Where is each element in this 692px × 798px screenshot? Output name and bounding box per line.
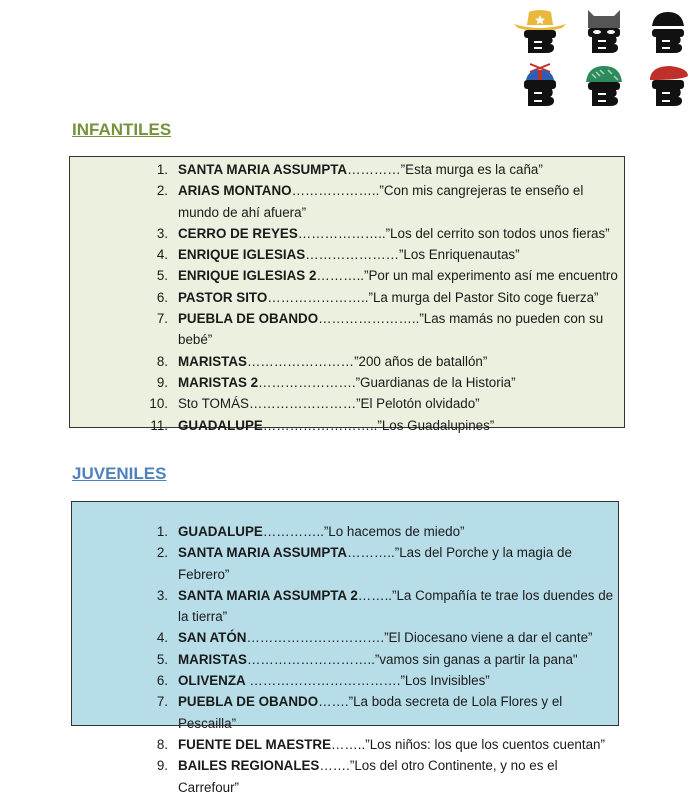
dot-leader: …………………. bbox=[258, 374, 356, 390]
list-item bbox=[127, 649, 618, 670]
infantiles-list bbox=[127, 159, 624, 436]
dot-leader: ………… bbox=[347, 162, 401, 177]
dot-leader: ……………….. bbox=[291, 183, 380, 199]
list-item bbox=[127, 521, 618, 542]
dot-leader: ……….. bbox=[316, 268, 365, 284]
dot-leader: ……………………………. bbox=[245, 673, 401, 689]
dot-leader: ……. bbox=[319, 758, 350, 774]
item-number: 9. bbox=[156, 758, 168, 774]
group-name: MARISTAS 2 bbox=[178, 374, 259, 390]
group-motto: ”Las del Porche y la magia de Febrero” bbox=[178, 545, 572, 582]
group-motto: ”Lo hacemos de miedo” bbox=[323, 524, 465, 539]
item-number: 2. bbox=[156, 183, 168, 199]
dot-leader: ………………….. bbox=[267, 289, 369, 305]
item-number: 11. bbox=[150, 417, 168, 433]
item-number: 4. bbox=[156, 630, 168, 646]
group-motto: ”Con mis cangrejeras te enseño el mundo de ahí afuera” bbox=[178, 183, 584, 220]
logo-grid bbox=[508, 6, 692, 106]
item-number: 8. bbox=[156, 353, 168, 369]
list-item bbox=[127, 734, 618, 755]
dot-leader: ………….. bbox=[262, 524, 324, 539]
list-item bbox=[127, 223, 624, 244]
juveniles-heading: JUVENILES bbox=[72, 464, 167, 483]
group-motto: ”Los Enriquenautas” bbox=[398, 247, 520, 263]
group-motto: ”Las mamás no pueden con su bebé” bbox=[178, 311, 604, 348]
group-name: PUEBLA DE OBANDO bbox=[178, 311, 319, 327]
item-number: 3. bbox=[156, 225, 168, 241]
group-motto: ”La Compañía te trae los duendes de la tierra” bbox=[178, 587, 614, 625]
dot-leader: ……………………….. bbox=[246, 651, 375, 667]
item-number: 10. bbox=[149, 396, 168, 412]
list-item bbox=[127, 351, 624, 372]
item-number: 8. bbox=[156, 736, 168, 752]
group-motto: ”Los Invisibles” bbox=[400, 673, 490, 689]
list-item bbox=[127, 159, 624, 180]
list-item bbox=[127, 244, 624, 265]
group-name: GUADALUPE bbox=[178, 524, 263, 539]
item-number: 6. bbox=[156, 289, 168, 305]
group-motto: ”El Pelotón olvidado” bbox=[356, 396, 480, 412]
list-item bbox=[127, 670, 618, 691]
list-item bbox=[127, 180, 624, 223]
item-number: 2. bbox=[156, 545, 168, 561]
dot-leader: …………………… bbox=[246, 353, 355, 369]
item-number: 1. bbox=[156, 524, 168, 539]
group-name: SAN ATÓN bbox=[178, 630, 247, 646]
batman-mask-b-logo bbox=[574, 6, 634, 54]
list-item bbox=[127, 542, 618, 585]
group-motto: ”200 años de batallón” bbox=[354, 353, 488, 369]
group-name: FUENTE DEL MAESTRE bbox=[178, 736, 332, 752]
item-number: 3. bbox=[156, 587, 168, 603]
dot-leader: ………………….. bbox=[318, 311, 420, 327]
group-motto: ”Esta murga es la caña” bbox=[400, 162, 543, 177]
group-name: SANTA MARIA ASSUMPTA bbox=[178, 545, 348, 561]
group-motto: ”Por un mal experimento así me encuentro bbox=[364, 268, 618, 284]
group-name: ARIAS MONTANO bbox=[178, 183, 292, 199]
army-helmet-b-logo bbox=[574, 60, 634, 108]
group-motto: ”Guardianas de la Historia” bbox=[355, 374, 516, 390]
group-name: SANTA MARIA ASSUMPTA bbox=[178, 162, 348, 177]
list-item bbox=[127, 585, 618, 628]
list-item bbox=[127, 755, 618, 798]
group-name: MARISTAS bbox=[178, 651, 247, 667]
item-number: 4. bbox=[156, 247, 168, 263]
cowboy-hat-b-logo bbox=[510, 6, 570, 54]
black-cap-b-logo bbox=[638, 6, 692, 54]
group-name: ENRIQUE IGLESIAS bbox=[178, 247, 306, 263]
group-name: PUEBLA DE OBANDO bbox=[178, 694, 319, 710]
juveniles-list bbox=[127, 521, 618, 798]
dot-leader: …………………………. bbox=[246, 630, 385, 646]
dot-leader: ………………… bbox=[305, 247, 399, 263]
group-motto: ”La boda secreta de Lola Flores y el Pescailla” bbox=[178, 694, 563, 731]
group-motto: ”Los niños: los que los cuentos cuentan” bbox=[365, 736, 605, 752]
dot-leader: …………………….. bbox=[262, 417, 378, 433]
group-name: CERRO DE REYES bbox=[178, 225, 298, 241]
group-name: ENRIQUE IGLESIAS 2 bbox=[178, 268, 317, 284]
list-item bbox=[127, 415, 624, 436]
infantiles-list-box bbox=[69, 156, 625, 433]
list-item bbox=[127, 308, 624, 351]
group-motto: ”La murga del Pastor Sito coge fuerza” bbox=[368, 289, 599, 305]
dot-leader: ……. bbox=[318, 694, 349, 710]
group-name: OLIVENZA bbox=[178, 673, 246, 689]
infantiles-heading: INFANTILES bbox=[72, 120, 172, 139]
beret-b-logo bbox=[638, 60, 692, 108]
propeller-cap-b-logo bbox=[510, 60, 570, 108]
dot-leader: ……….. bbox=[347, 545, 395, 561]
group-name: Sto TOMÁS bbox=[178, 396, 249, 412]
juveniles-list-box bbox=[71, 501, 619, 795]
item-number: 5. bbox=[156, 651, 168, 667]
dot-leader: ……………….. bbox=[297, 225, 386, 241]
item-number: 7. bbox=[156, 311, 168, 327]
group-motto: ”El Diocesano viene a dar el cante” bbox=[384, 630, 593, 646]
item-number: 9. bbox=[156, 374, 168, 390]
dot-leader: …….. bbox=[331, 736, 366, 752]
group-motto: ”vamos sin ganas a partir la pana" bbox=[374, 651, 578, 667]
list-item bbox=[127, 691, 618, 734]
group-name: SANTA MARIA ASSUMPTA 2 bbox=[178, 587, 358, 603]
list-item bbox=[127, 627, 618, 648]
list-item bbox=[127, 393, 624, 414]
item-number: 1. bbox=[156, 162, 168, 177]
group-motto: ”Los Guadalupines” bbox=[377, 417, 495, 433]
group-name: GUADALUPE bbox=[178, 417, 263, 433]
group-name: MARISTAS bbox=[178, 353, 247, 369]
group-motto: ”Los del cerrito son todos unos fieras” bbox=[385, 225, 610, 241]
dot-leader: …………………… bbox=[248, 396, 357, 412]
list-item bbox=[127, 372, 624, 393]
group-name: PASTOR SITO bbox=[178, 289, 268, 305]
item-number: 5. bbox=[156, 268, 168, 284]
item-number: 7. bbox=[156, 694, 168, 710]
list-item bbox=[127, 287, 624, 308]
group-name: BAILES REGIONALES bbox=[178, 758, 320, 774]
group-motto: ”Los del otro Continente, y no es el Carrefour” bbox=[178, 758, 558, 795]
item-number: 6. bbox=[156, 673, 168, 689]
list-item bbox=[127, 265, 624, 286]
dot-leader: …….. bbox=[357, 587, 393, 603]
